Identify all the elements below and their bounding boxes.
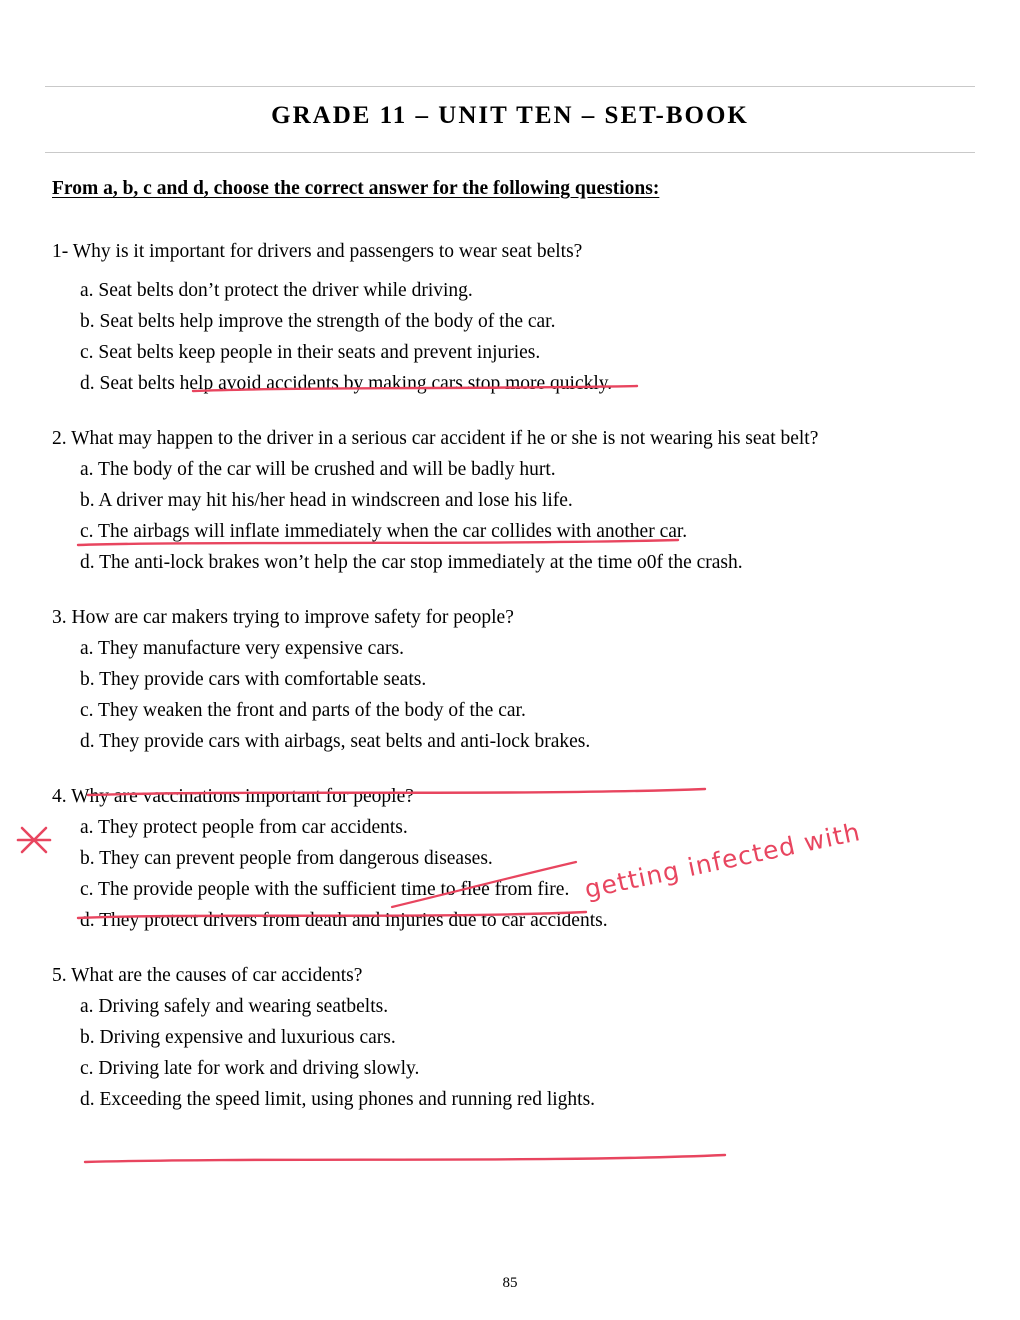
option-item[interactable]: c. Driving late for work and driving slowly. bbox=[80, 1058, 420, 1079]
instruction-text: From a, b, c and d, choose the correct answer for the following questions: bbox=[52, 178, 660, 199]
question-block bbox=[52, 602, 992, 757]
option-item[interactable]: a. They protect people from car accidents. bbox=[80, 817, 408, 838]
option-item[interactable]: d. The anti-lock brakes won’t help the car stop immediately at the time o0f the crash. bbox=[80, 552, 743, 573]
page-number: 85 bbox=[502, 1275, 518, 1291]
question-block bbox=[52, 236, 992, 399]
option-item[interactable]: a. The body of the car will be crushed and will be badly hurt. bbox=[80, 459, 556, 480]
option-item[interactable]: b. They can prevent people from dangerous diseases. bbox=[80, 848, 493, 869]
option-item[interactable]: d. Exceeding the speed limit, using phones and running red lights. bbox=[80, 1089, 596, 1110]
option-item[interactable]: d. Seat belts help avoid accidents by making cars stop more quickly. bbox=[80, 373, 613, 394]
question-stem: 5. What are the causes of car accidents? bbox=[52, 965, 363, 986]
option-item[interactable]: b. Driving expensive and luxurious cars. bbox=[80, 1027, 396, 1048]
star-marker-icon bbox=[18, 828, 50, 852]
title-rule-top bbox=[45, 86, 975, 87]
question-stem: 1- Why is it important for drivers and passengers to wear seat belts? bbox=[52, 241, 583, 262]
option-item[interactable]: d. They protect drivers from death and injuries due to car accidents. bbox=[80, 910, 608, 931]
question-stem: 2. What may happen to the driver in a serious car accident if he or she is not wearing his seat belt? bbox=[52, 428, 819, 449]
page-title: GRADE 11 – UNIT TEN – SET-BOOK bbox=[271, 102, 749, 129]
question-stem: 3. How are car makers trying to improve safety for people? bbox=[52, 607, 514, 628]
question-block bbox=[52, 423, 992, 578]
option-item[interactable]: b. Seat belts help improve the strength of the body of the car. bbox=[80, 311, 556, 332]
option-item[interactable]: c. They weaken the front and parts of the body of the car. bbox=[80, 700, 526, 721]
question-stem: 4. Why are vaccinations important for people? bbox=[52, 786, 414, 807]
option-item[interactable]: c. The airbags will inflate immediately when the car collides with another car. bbox=[80, 521, 688, 542]
question-block bbox=[52, 960, 992, 1115]
option-item[interactable]: d. They provide cars with airbags, seat belts and anti-lock brakes. bbox=[80, 731, 591, 752]
questions-container bbox=[52, 236, 992, 1137]
option-item[interactable]: b. They provide cars with comfortable seats. bbox=[80, 669, 427, 690]
handwritten-note: getting infected with bbox=[581, 817, 864, 904]
option-item[interactable]: a. They manufacture very expensive cars. bbox=[80, 638, 404, 659]
option-item[interactable]: a. Driving safely and wearing seatbelts. bbox=[80, 996, 389, 1017]
title-rule-bottom bbox=[45, 152, 975, 153]
option-item[interactable]: a. Seat belts don’t protect the driver while driving. bbox=[80, 280, 473, 301]
option-item[interactable]: c. Seat belts keep people in their seats and prevent injuries. bbox=[80, 342, 541, 363]
option-item[interactable]: c. The provide people with the sufficient time to flee from fire. bbox=[80, 879, 570, 900]
question-block bbox=[52, 781, 992, 936]
underline-q5-option-d bbox=[85, 1155, 725, 1162]
option-item[interactable]: b. A driver may hit his/her head in windscreen and lose his life. bbox=[80, 490, 573, 511]
